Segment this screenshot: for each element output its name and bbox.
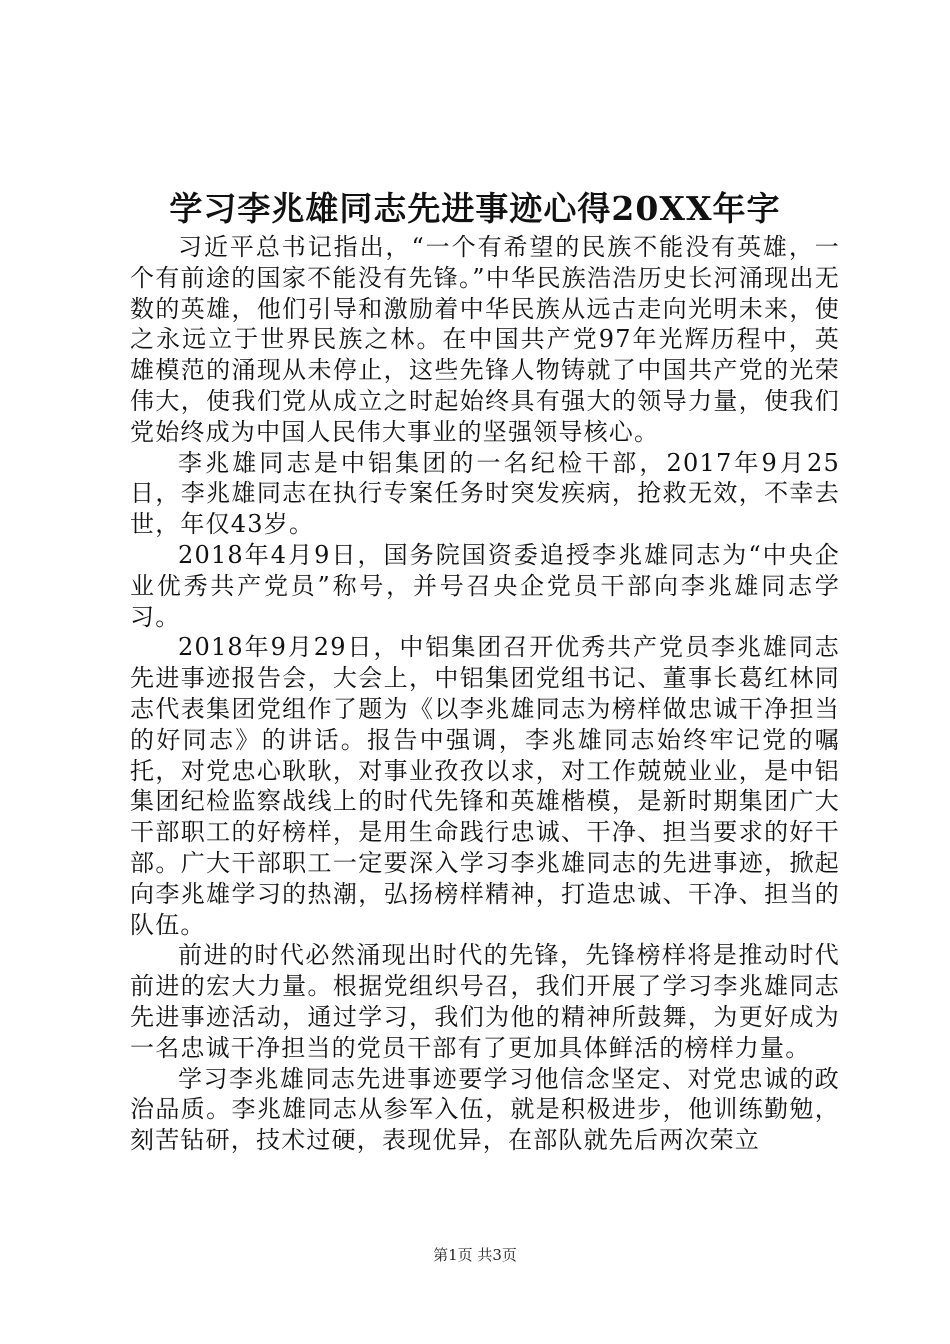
page-number-footer: 第1页 共3页 <box>433 1246 517 1264</box>
document-title: 学习李兆雄同志先进事迹心得20XX年字 <box>169 189 781 228</box>
paragraph-4: 2018年9月29日，中铝集团召开优秀共产党员李兆雄同志先进事迹报告会，大会上，中铝集团党组书记、董事长葛红林同志代表集团党组作了题为《以李兆雄同志为榜样做忠诚干净担当的好同志》的讲话。报告中强调，李兆雄同志始终牢记党的嘱托，对党忠心耿耿，对事业孜孜以求，对工作兢兢业业，是中铝集团纪检监察战线上的时代先锋和英雄楷模，是新时期集团广大干部职工的好榜样，是用生命践行忠诚、干净、担当要求的好干部。广大干部职工一定要深入学习李兆雄同志的先进事迹，掀起向李兆雄学习的热潮，弘扬榜样精神，打造忠诚、干净、担当的队伍。 <box>130 633 840 939</box>
paragraph-6: 学习李兆雄同志先进事迹要学习他信念坚定、对党忠诚的政治品质。李兆雄同志从参军入伍，就是积极进步，他训练勤勉，刻苦钻研，技术过硬，表现优异，在部队就先后两次荣立 <box>130 1064 840 1155</box>
paragraph-5: 前进的时代必然涌现出时代的先锋，先锋榜样将是推动时代前进的宏大力量。根据党组织号召，我们开展了学习李兆雄同志先进事迹活动，通过学习，我们为他的精神所鼓舞，为更好成为一名忠诚干净担当的党员干部有了更加具体鲜活的榜样力量。 <box>130 941 840 1062</box>
paragraph-1: 习近平总书记指出，“一个有希望的民族不能没有英雄，一个有前途的国家不能没有先锋。”中华民族浩浩历史长河涌现出无数的英雄，他们引导和激励着中华民族从远古走向光明未来，使之永远立于世界民族之林。在中国共产党97年光辉历程中，英雄模范的涌现从未停止，这些先锋人物铸就了中国共产党的光荣伟大，使我们党从成立之时起始终具有强大的领导力量，使我们党始终成为中国人民伟大事业的坚强领导核心。 <box>130 233 840 446</box>
paragraph-3: 2018年4月9日，国务院国资委追授李兆雄同志为“中央企业优秀共产党员”称号，并号召央企党员干部向李兆雄同志学习。 <box>130 540 840 631</box>
document-body <box>130 232 840 1156</box>
paragraph-2: 李兆雄同志是中铝集团的一名纪检干部，2017年9月25日，李兆雄同志在执行专案任务时突发疾病，抢救无效，不幸去世，年仅43岁。 <box>130 448 840 539</box>
